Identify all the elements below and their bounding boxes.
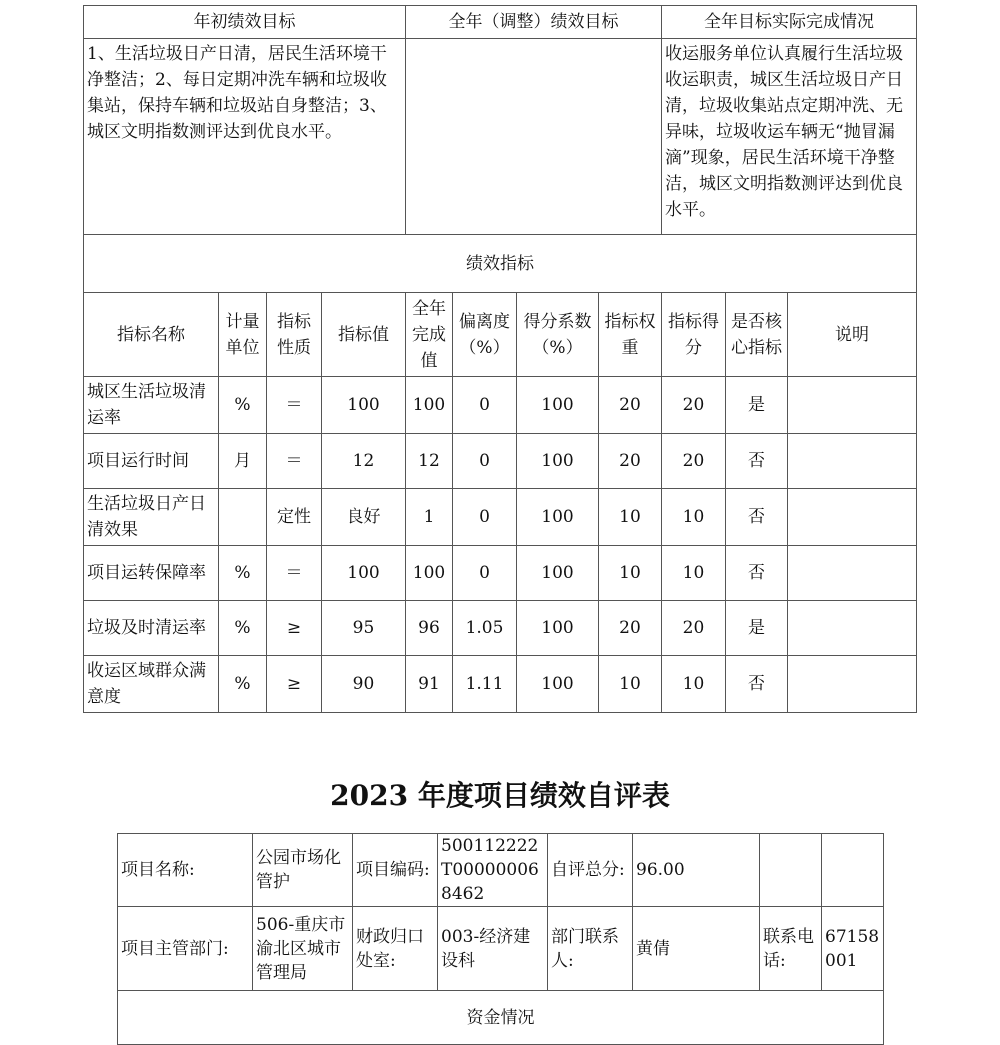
indicator-score: 10	[662, 546, 726, 601]
col-header-target: 指标值	[322, 293, 406, 377]
header-adjusted-goal: 全年（调整）绩效目标	[406, 6, 662, 39]
indicator-unit: %	[219, 377, 267, 434]
indicator-score: 20	[662, 601, 726, 656]
indicators-title: 绩效指标	[84, 235, 917, 293]
indicator-score: 10	[662, 489, 726, 546]
indicator-target: 95	[322, 601, 406, 656]
indicator-deviation: 1.11	[453, 656, 517, 713]
indicator-note	[788, 434, 917, 489]
indicator-deviation: 0	[453, 489, 517, 546]
indicator-score: 10	[662, 656, 726, 713]
indicator-note	[788, 546, 917, 601]
indicator-target: 100	[322, 546, 406, 601]
indicator-weight: 10	[599, 656, 662, 713]
finance-office-value: 003-经济建设科	[438, 907, 548, 991]
table-row	[84, 489, 917, 546]
indicator-note	[788, 489, 917, 546]
indicator-nature: 定性	[267, 489, 322, 546]
indicator-unit	[219, 489, 267, 546]
indicator-score: 20	[662, 377, 726, 434]
project-info-table	[117, 833, 884, 1045]
indicator-name: 生活垃圾日产日清效果	[84, 489, 219, 546]
finance-office-label: 财政归口处室:	[353, 907, 438, 991]
header-initial-goal: 年初绩效目标	[84, 6, 406, 39]
col-header-name: 指标名称	[84, 293, 219, 377]
project-code-value: 500112222T000000068462	[438, 834, 548, 907]
self-evaluation-title: 2023 年度项目绩效自评表	[330, 779, 670, 812]
performance-goals-table	[83, 5, 917, 713]
col-header-weight: 指标权重	[599, 293, 662, 377]
indicator-weight: 20	[599, 434, 662, 489]
indicator-core: 否	[726, 546, 788, 601]
adjusted-goal-text	[406, 39, 662, 235]
project-name-label: 项目名称:	[118, 834, 253, 907]
col-header-score: 指标得分	[662, 293, 726, 377]
indicator-nature: ＝	[267, 434, 322, 489]
indicator-deviation: 0	[453, 377, 517, 434]
indicator-weight: 10	[599, 489, 662, 546]
indicator-weight: 20	[599, 377, 662, 434]
self-score-value: 96.00	[633, 834, 760, 907]
indicator-nature: ＝	[267, 377, 322, 434]
contact-value: 黄倩	[633, 907, 760, 991]
indicator-core: 否	[726, 656, 788, 713]
indicator-nature: ≥	[267, 656, 322, 713]
indicator-core: 是	[726, 601, 788, 656]
indicator-coef: 100	[517, 434, 599, 489]
indicator-target: 12	[322, 434, 406, 489]
indicator-actual: 100	[406, 546, 453, 601]
indicator-actual: 12	[406, 434, 453, 489]
project-name-value: 公园市场化管护	[253, 834, 353, 907]
indicator-unit: %	[219, 546, 267, 601]
department-value: 506-重庆市渝北区城市管理局	[253, 907, 353, 991]
indicator-actual: 91	[406, 656, 453, 713]
funds-section-title: 资金情况	[118, 991, 884, 1045]
indicator-coef: 100	[517, 546, 599, 601]
indicator-actual: 1	[406, 489, 453, 546]
table-row	[84, 601, 917, 656]
indicator-score: 20	[662, 434, 726, 489]
col-header-note: 说明	[788, 293, 917, 377]
indicator-core: 否	[726, 434, 788, 489]
col-header-actual: 全年完成值	[406, 293, 453, 377]
table-row	[84, 546, 917, 601]
indicator-unit: 月	[219, 434, 267, 489]
indicator-name: 项目运转保障率	[84, 546, 219, 601]
indicator-target: 90	[322, 656, 406, 713]
indicator-note	[788, 656, 917, 713]
department-label: 项目主管部门:	[118, 907, 253, 991]
phone-label: 联系电话:	[760, 907, 822, 991]
empty-cell	[822, 834, 884, 907]
project-code-label: 项目编码:	[353, 834, 438, 907]
table-row	[84, 656, 917, 713]
contact-label: 部门联系人:	[548, 907, 633, 991]
indicator-name: 项目运行时间	[84, 434, 219, 489]
header-actual-completion: 全年目标实际完成情况	[662, 6, 917, 39]
indicator-actual: 96	[406, 601, 453, 656]
col-header-coef: 得分系数（%）	[517, 293, 599, 377]
indicator-deviation: 0	[453, 434, 517, 489]
indicator-actual: 100	[406, 377, 453, 434]
indicator-nature: ≥	[267, 601, 322, 656]
indicator-coef: 100	[517, 656, 599, 713]
col-header-unit: 计量单位	[219, 293, 267, 377]
indicator-core: 否	[726, 489, 788, 546]
indicator-unit: %	[219, 656, 267, 713]
indicator-weight: 10	[599, 546, 662, 601]
phone-value: 67158001	[822, 907, 884, 991]
indicator-name: 收运区域群众满意度	[84, 656, 219, 713]
indicator-unit: %	[219, 601, 267, 656]
indicator-note	[788, 377, 917, 434]
indicator-core: 是	[726, 377, 788, 434]
indicator-coef: 100	[517, 489, 599, 546]
col-header-deviation: 偏离度（%）	[453, 293, 517, 377]
table-row	[84, 434, 917, 489]
indicator-coef: 100	[517, 601, 599, 656]
indicator-deviation: 1.05	[453, 601, 517, 656]
indicator-deviation: 0	[453, 546, 517, 601]
indicator-weight: 20	[599, 601, 662, 656]
col-header-core: 是否核心指标	[726, 293, 788, 377]
indicator-note	[788, 601, 917, 656]
indicator-coef: 100	[517, 377, 599, 434]
indicator-nature: ＝	[267, 546, 322, 601]
col-header-nature: 指标性质	[267, 293, 322, 377]
indicator-target: 良好	[322, 489, 406, 546]
initial-goal-text: 1、生活垃圾日产日清，居民生活环境干净整洁；2、每日定期冲洗车辆和垃圾收集站，保持车辆和垃圾站自身整洁；3、城区文明指数测评达到优良水平。	[84, 39, 406, 235]
indicator-name: 城区生活垃圾清运率	[84, 377, 219, 434]
indicator-name: 垃圾及时清运率	[84, 601, 219, 656]
empty-cell	[760, 834, 822, 907]
actual-completion-text: 收运服务单位认真履行生活垃圾收运职责，城区生活垃圾日产日清，垃圾收集站点定期冲洗、无异味，垃圾收运车辆无“抛冒漏滴”现象，居民生活环境干净整洁，城区文明指数测评达到优良水平。	[662, 39, 917, 235]
table-row	[84, 377, 917, 434]
self-score-label: 自评总分:	[548, 834, 633, 907]
indicator-target: 100	[322, 377, 406, 434]
